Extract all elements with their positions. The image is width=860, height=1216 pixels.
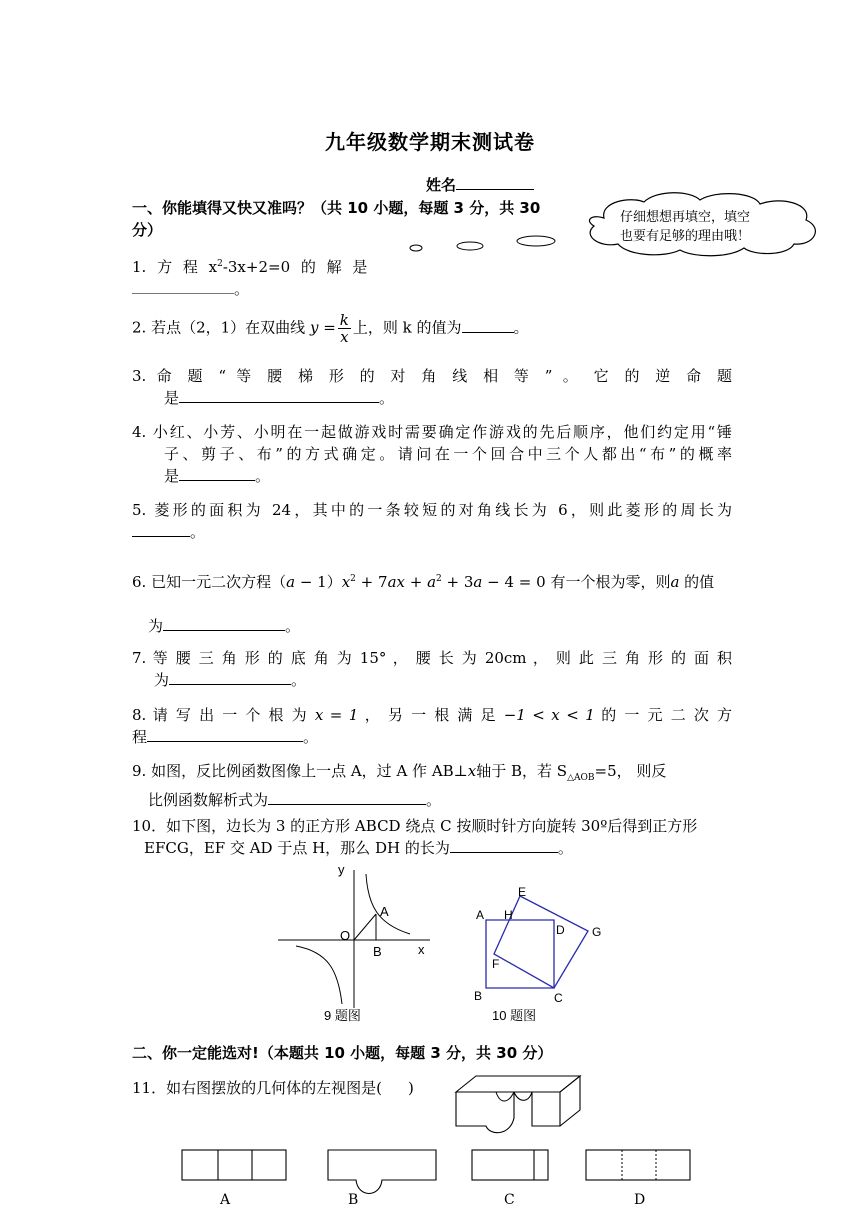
cloud-shape	[589, 193, 815, 256]
cloud-text-line2: 也要有足够的理由哦！	[620, 228, 751, 243]
question-11: 11．如右图摆放的几何体的左视图是( )	[132, 1079, 414, 1097]
option-D-view[interactable]	[584, 1148, 692, 1184]
q7-line1: 7. 等 腰 三 角 形 的 底 角 为 15° ， 腰 长 为 20cm ， 则 此 三 角 形 的 面 积	[132, 649, 732, 667]
q7-answer-blank[interactable]	[169, 670, 291, 685]
cloud-bubble-1	[410, 245, 422, 251]
fig10-label-H: H	[504, 908, 513, 922]
question-9	[132, 760, 732, 811]
solid-top-face	[456, 1076, 580, 1092]
question-8	[132, 704, 732, 748]
q4-line2: 子、剪子、布”的方式确定。请问在一个回合中三个人都出“布”的概率	[164, 445, 732, 463]
page-title: 九年级数学期末测试卷	[325, 130, 535, 154]
q10-answer-blank[interactable]	[450, 838, 558, 853]
fig10-label-D: D	[556, 923, 565, 937]
q10-line2: EFCG，EF 交 AD 于点 H，那么 DH 的长为 。	[144, 839, 573, 857]
question-10	[132, 815, 732, 859]
q10-line1: 10．如下图，边长为 3 的正方形 ABCD 绕点 C 按顺时针方向旋转 30º后得到正方形	[132, 817, 698, 835]
q1-answer-blank[interactable]	[132, 279, 234, 294]
q8-answer-blank[interactable]	[147, 727, 303, 742]
question-2: 2. 若点（2，1）在双曲线 y = $\frac{k}{x}$ 上，则 k 的值为 。	[132, 311, 529, 346]
q9-answer-blank[interactable]	[268, 790, 426, 805]
section2-heading: 二、你一定能选对!（本题共 10 小题，每题 3 分，共 30 分）	[132, 1044, 553, 1062]
name-label: 姓名	[426, 176, 457, 194]
q2-fraction: $\frac{k}{x}$	[339, 311, 349, 346]
q6-answer-blank[interactable]	[163, 616, 285, 631]
q8-equation-2: −1 < x < 1	[503, 706, 595, 724]
q9-line2: 比例函数解析式为 。	[148, 791, 442, 809]
q4-line1: 4. 小红、小芳、小明在一起做游戏时需要确定作游戏的先后顺序，他们约定用“锤	[132, 423, 732, 441]
fig9-label-y: y	[338, 862, 345, 877]
fig9-label-B: B	[373, 944, 382, 959]
question-6	[132, 567, 732, 638]
q1-line1: 1. 方 程 $x^2-3x+2=0$ 的 解 是	[132, 258, 368, 276]
option-A-label[interactable]: A	[220, 1192, 231, 1208]
fig10-label-E: E	[518, 885, 527, 899]
section1-heading	[132, 197, 540, 241]
q8-equation-1: x = 1	[314, 706, 359, 724]
solid-front-face	[456, 1092, 514, 1133]
fig9-label-x: x	[418, 942, 425, 957]
q3-line1: 3. 命 题 “ 等 腰 梯 形 的 对 角 线 相 等 ” 。 它 的 逆 命 题	[132, 367, 732, 385]
q2-answer-blank[interactable]	[462, 318, 514, 333]
question-1	[132, 253, 432, 300]
figure-10	[470, 882, 610, 1026]
fig10-label-A: A	[476, 908, 485, 922]
q3-line2: 是 。	[164, 389, 395, 407]
option-A-view[interactable]	[180, 1148, 288, 1184]
q5-line1: 5. 菱形的面积为 24，其中的一条较短的对角线长为 6，则此菱形的周长为	[132, 501, 732, 519]
question-4	[132, 421, 732, 487]
q8-line1: 8. 请 写 出 一 个 根 为 x = 1 ， 另 一 根 满 足 −1 < x < 1 的 一 元 二 次 方	[132, 706, 733, 724]
option-D-label[interactable]: D	[634, 1192, 646, 1208]
q5-line2: 。	[132, 521, 732, 543]
q6-line2: 为 。	[148, 617, 301, 635]
option-B-label[interactable]: B	[348, 1192, 359, 1208]
fig10-caption: 10 题图	[492, 1008, 537, 1023]
solid-groove	[496, 1092, 514, 1101]
q7-line2: 为 。	[154, 671, 307, 689]
q1-line2: 。	[132, 278, 432, 300]
fig9-segment-OA	[354, 914, 376, 940]
solid-front-face-right	[514, 1092, 560, 1126]
fig9-caption: 9 题图	[324, 1008, 361, 1023]
q5-answer-blank[interactable]	[132, 522, 190, 537]
figure-9	[270, 858, 450, 1026]
fig10-label-B: B	[474, 989, 483, 1003]
fig9-label-O: O	[340, 928, 351, 943]
q8-line2: 程 。	[132, 728, 319, 746]
fig9-label-A: A	[380, 904, 389, 919]
option-C-label[interactable]: C	[504, 1192, 515, 1208]
q4-line3: 是 。	[164, 467, 271, 485]
fig10-label-G: G	[592, 925, 602, 939]
option-B-view[interactable]	[326, 1148, 438, 1200]
section1-heading-line2: 分）	[132, 221, 163, 239]
q11-solid-figure	[452, 1074, 584, 1134]
question-7	[132, 647, 732, 691]
fig10-label-F: F	[492, 957, 500, 971]
q9-line1: 9. 如图，反比例函数图像上一点 A，过 A 作 AB⊥x轴于 B，若 $S_{\triangle AOB}=5$， 则反	[132, 762, 667, 783]
fig9-curve-q3	[296, 946, 342, 1004]
fig10-square-ABCD	[486, 920, 554, 988]
question-3	[132, 365, 732, 409]
option-C-view[interactable]	[470, 1148, 550, 1184]
question-5	[132, 499, 732, 543]
q6-line1: 6. 已知一元二次方程$(a - 1)x^2 + 7ax + a^2 + 3a - 4 = 0$ 有一个根为零，则a 的值	[132, 573, 715, 591]
fig10-label-C: C	[554, 991, 563, 1005]
section1-heading-line1: 一、你能填得又快又准吗？（共 10 小题，每题 3 分，共 30	[132, 199, 541, 217]
q4-answer-blank[interactable]	[179, 466, 255, 481]
cloud-text-line1: 仔细想想再填空，填空	[620, 209, 751, 224]
q3-answer-blank[interactable]	[179, 388, 379, 403]
solid-side-face	[560, 1076, 580, 1126]
cloud-bubble-2	[457, 242, 483, 250]
